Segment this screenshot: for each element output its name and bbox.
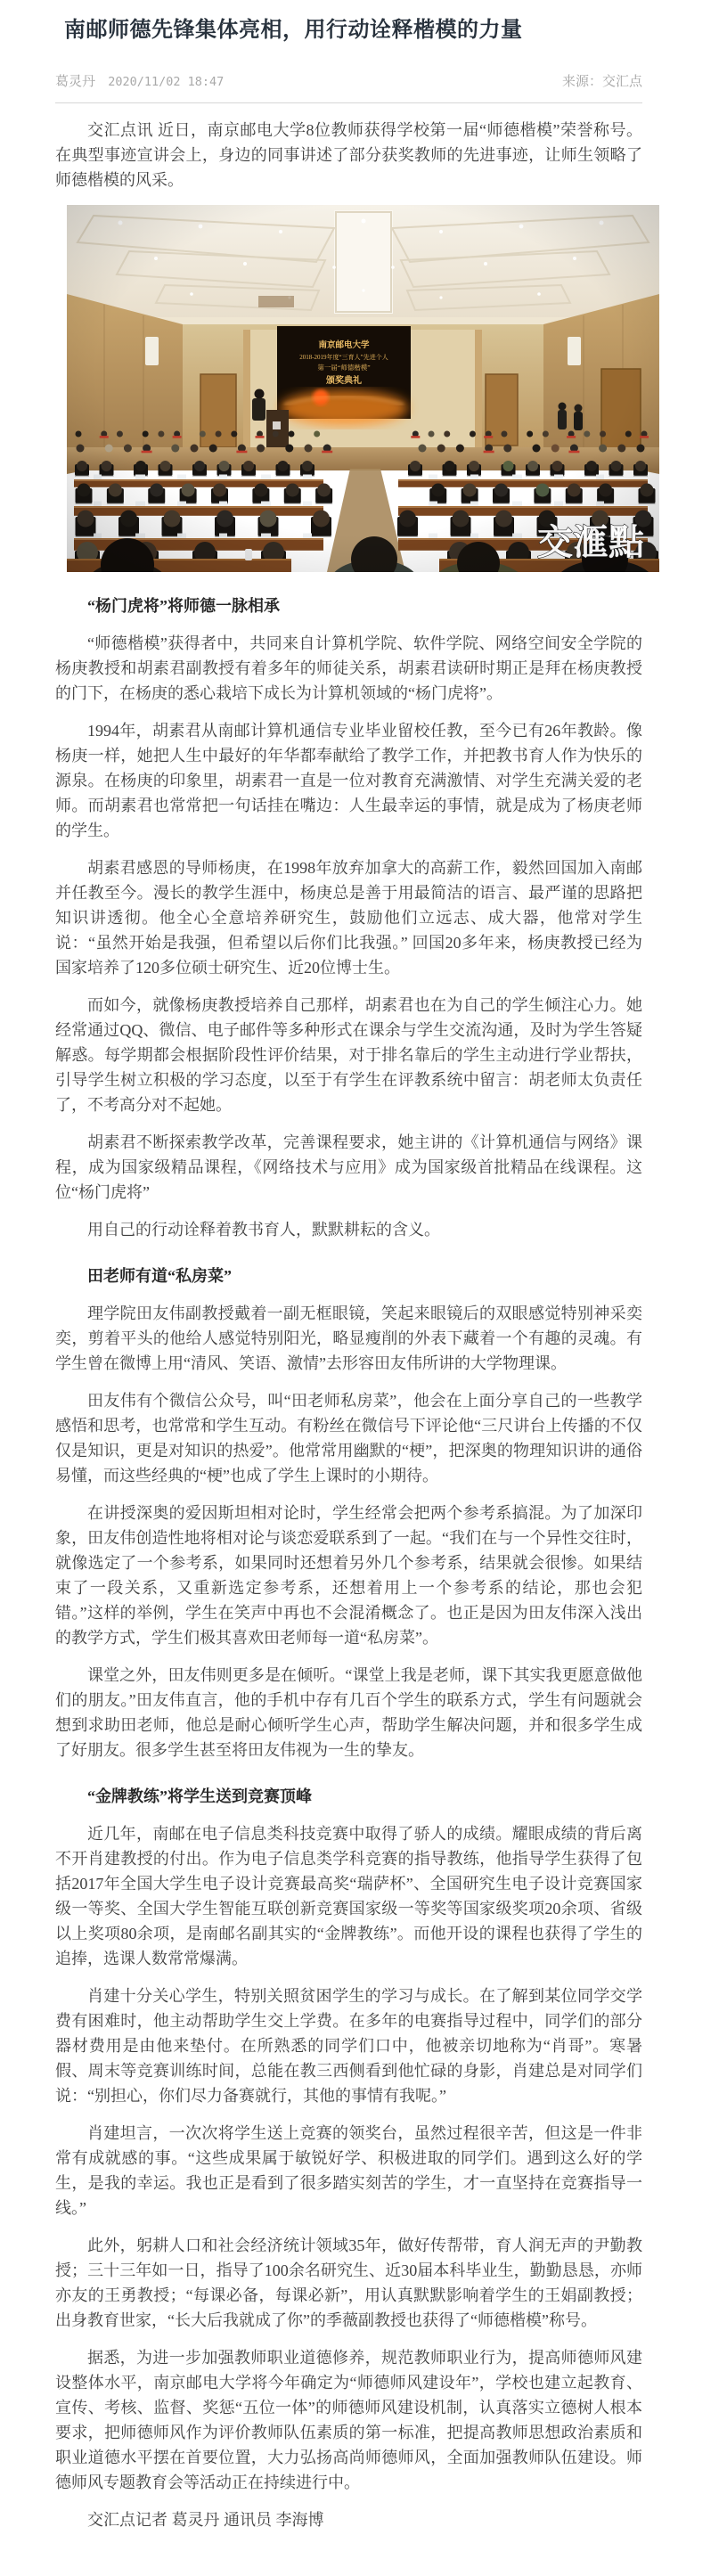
conference-hall-photo xyxy=(67,205,659,572)
article-paragraph: 胡素君感恩的导师杨庚，在1998年放弃加拿大的高薪工作，毅然回国加入南邮并任教至今。漫长的教学生涯中，杨庚总是善于用最简洁的语言、最严谨的思路把知识讲透彻。他全心全意培养研究生，鼓励他们立远志、成大器，他常对学生说：“虽然开始是我强，但希望以后你们比我强。” 回国20多年来，杨庚教授已经为国家培养了120多位硕士研究生、近20位博士生。 xyxy=(55,859,642,977)
article-paragraph: 近几年，南邮在电子信息类科技竞赛中取得了骄人的成绩。耀眼成绩的背后离不开肖建教授的付出。作为电子信息类学科竞赛的指导教练，他指导学生获得了包括2017年全国大学生电子设计竞赛最高奖“瑞萨杯”、全国研究生电子设计竞赛国家级一等奖、全国大学生智能互联创新竞赛国家级一等奖等国家级奖项20余项、省级以上奖项80余项，是南邮名副其实的“金牌教练”。而他开设的课程也获得了学生的追捧，选课人数常常爆满。 xyxy=(55,1825,642,1968)
article-content xyxy=(55,16,642,2532)
article-paragraph: 肖建十分关心学生，特别关照贫困学生的学习与成长。在了解到某位同学交学费有困难时，他主动帮助学生交上学费。在多年的电赛指导过程中，同学们的部分器材费用是由他来垫付。在所熟悉的同学们口中，他被亲切地称为“肖哥”。寒暑假、周末等竞赛训练时间，总能在教三西侧看到他忙碌的身影，肖建总是对同学们说：“别担心，你们尽力备赛就行，其他的事情有我呢。” xyxy=(55,1987,642,2106)
article-paragraph: 而如今，就像杨庚教授培养自己那样，胡素君也在为自己的学生倾注心力。她经常通过QQ、微信、电子邮件等多种形式在课余与学生交流沟通，及时为学生答疑解惑。每学期都会根据阶段性评价结果，对于排名靠后的学生主动进行学业帮扶，引导学生树立积极的学习态度，以至于有学生在评教系统中留言：胡老师太负责任了，不考高分对不起她。 xyxy=(55,996,642,1115)
reporter-byline: 交汇点记者 葛灵丹 通讯员 李海博 xyxy=(87,2511,324,2530)
article-paragraph: 理学院田友伟副教授戴着一副无框眼镜，笑起来眼镜后的双眼感觉特别神采奕奕，剪着平头的他给人感觉特别阳光，略显瘦削的外表下藏着一个有趣的灵魂。有学生曾在微博上用“清风、笑语、激情”去形容田友伟所讲的大学物理课。 xyxy=(55,1304,642,1373)
article-paragraph: 用自己的行动诠释着教书育人，默默耕耘的含义。 xyxy=(87,1221,440,1239)
section-heading-sifangcai: 田老师有道“私房菜” xyxy=(87,1267,232,1286)
section-heading-jinpai: “金牌教练”将学生送到竞赛顶峰 xyxy=(87,1787,312,1806)
article-paragraph: 1994年，胡素君从南邮计算机通信专业毕业留校任教，至今已有26年教龄。像杨庚一样，她把人生中最好的年华都奉献给了教学工作，并把教书育人作为快乐的源泉。在杨庚的印象里，胡素君一直是一位对教育充满激情、对学生充满关爱的老师。而胡素君也常常把一句话挂在嘴边：人生最幸运的事情，就是成为了杨庚老师的学生。 xyxy=(55,722,642,840)
article-paragraph: 此外，躬耕人口和社会经济统计领域35年，做好传帮带，育人润无声的尹勤教授；三十三年如一日，指导了100余名研究生、近30届本科毕业生，勤勤恳恳，亦师亦友的王勇教授；“每课必备，每课必新”，用认真默默影响着学生的王娟副教授；出身教育世家，“长大后我就成了你”的季薇副教授也获得了“师德楷模”称号。 xyxy=(55,2237,642,2330)
article-paragraph: 据悉，为进一步加强教师职业道德修养，规范教师职业行为，提高师德师风建设整体水平，南京邮电大学将今年确定为“师德师风建设年”，学校也建立起教育、宣传、考核、监督、奖惩“五位一体”的师德师风建设机制，认真落实立德树人根本要求，把师德师风作为评价教师队伍素质的第一标准，把提高教师思想政治素质和职业道德水平摆在首要位置，大力弘扬高尚师德师风，全面加强教师队伍建设。师德师风专题教育会等活动正在持续进行中。 xyxy=(55,2349,642,2492)
article-photo[interactable] xyxy=(67,205,659,572)
source-label: 来源：交汇点 xyxy=(561,74,642,90)
page-title: 南邮师德先锋集体亮相，用行动诠释楷模的力量 xyxy=(64,19,523,42)
article-paragraph: 胡素君不断探索教学改革，完善课程要求，她主讲的《计算机通信与网络》课程，成为国家级精品课程，《网络技术与应用》成为国家级首批精品在线课程。这位“杨门虎将” xyxy=(55,1133,642,1202)
article-paragraph: 田友伟有个微信公众号，叫“田老师私房菜”，他会在上面分享自己的一些教学感悟和思考，也常常和学生互动。有粉丝在微信号下评论他“三尺讲台上传播的不仅仅是知识，更是对知识的热爱”。他常常用幽默的“梗”，把深奥的物理知识讲的通俗易懂，而这些经典的“梗”也成了学生上课时的小期待。 xyxy=(55,1392,642,1485)
author-name: 葛灵丹 xyxy=(55,74,96,90)
divider xyxy=(55,102,642,103)
article-paragraph: “师德楷模”获得者中，共同来自计算机学院、软件学院、网络空间安全学院的杨庚教授和胡素君副教授有着多年的师徒关系，胡素君读研时期正是拜在杨庚教授的门下，在杨庚的悉心栽培下成长为计算机领域的“杨门虎将”。 xyxy=(55,634,642,703)
section-heading-yangmen: “杨门虎将”将师德一脉相承 xyxy=(87,597,280,616)
article-meta xyxy=(55,71,642,90)
article-paragraph: 在讲授深奥的爱因斯坦相对论时，学生经常会把两个参考系搞混。为了加深印象，田友伟创造性地将相对论与谈恋爱联系到了一起。“我们在与一个异性交往时，就像选定了一个参考系，如果同时还想着另外几个参考系，结果就会很惨。如果结束了一段关系，又重新选定参考系，还想着用上一个参考系的结论，那也会犯错。”这样的举例，学生在笑声中再也不会混淆概念了。也正是因为田友伟深入浅出的教学方式，学生们极其喜欢田老师每一道“私房菜”。 xyxy=(55,1504,642,1648)
publish-datetime: 2020/11/02 18:47 xyxy=(108,75,225,90)
article-paragraph: 肖建坦言，一次次将学生送上竞赛的领奖台，虽然过程很辛苦，但这是一件非常有成就感的事。“这些成果属于敏锐好学、积极进取的同学们。遇到这么好的学生，是我的幸运。我也正是看到了很多踏实刻苦的学生，才一直坚持在竞赛指导一线。” xyxy=(55,2124,642,2218)
article-paragraph: 课堂之外，田友伟则更多是在倾听。“课堂上我是老师，课下其实我更愿意做他们的朋友。”田友伟直言，他的手机中存有几百个学生的联系方式，学生有问题就会想到求助田老师，他总是耐心倾听学生心声，帮助学生解决问题，并和很多学生成了好朋友。很多学生甚至将田友伟视为一生的挚友。 xyxy=(55,1666,642,1760)
article-paragraph: 交汇点讯 近日，南京邮电大学8位教师获得学校第一届“师德楷模”荣誉称号。在典型事迹宣讲会上，身边的同事讲述了部分获奖教师的先进事迹，让师生领略了师德楷模的风采。 xyxy=(55,121,642,190)
meta-left xyxy=(55,71,233,90)
photo-foreground xyxy=(67,205,659,572)
photo-watermark: 交滙點 xyxy=(537,522,644,563)
